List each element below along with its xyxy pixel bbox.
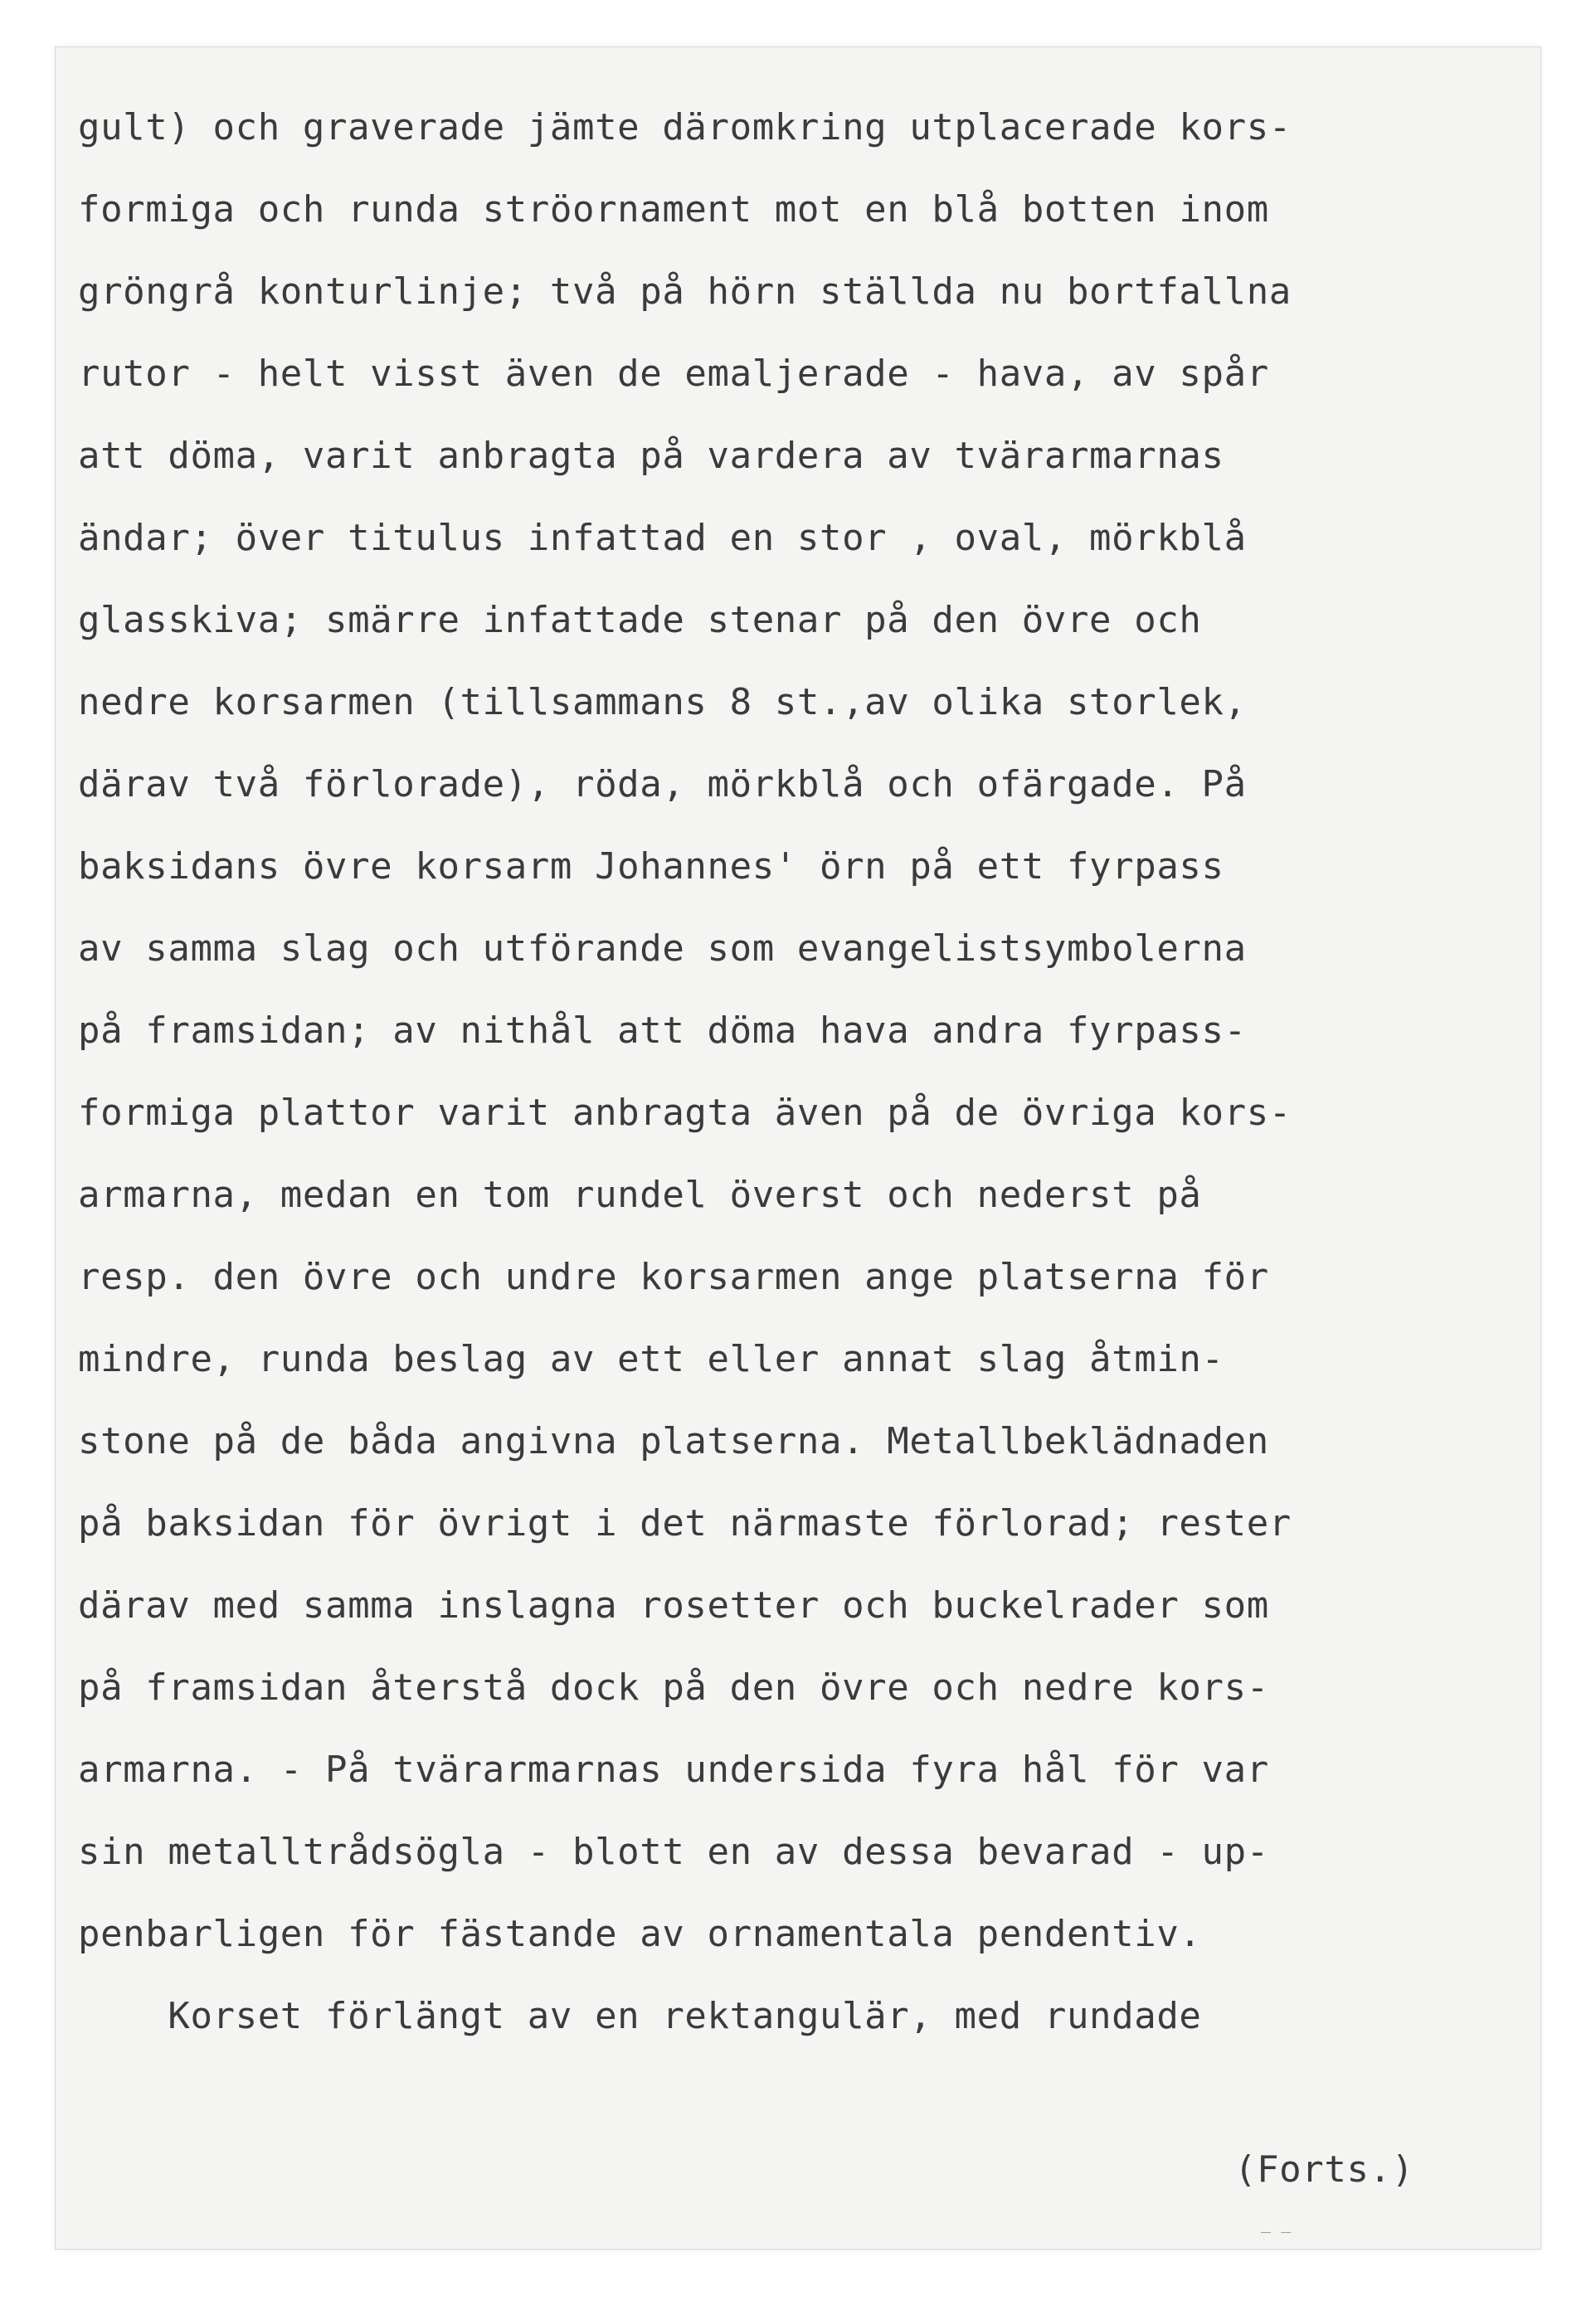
text-line: formiga och runda ströornament mot en blå botten inom [78, 188, 1269, 231]
text-line: sin metalltrådsögla - blott en av dessa bevarad - up- [78, 1831, 1269, 1873]
text-line: på framsidan; av nithål att döma hava andra fyrpass- [78, 1009, 1247, 1052]
text-line: därav med samma inslagna rosetter och buckelrader som [78, 1584, 1269, 1627]
text-line: armarna. - På tvärarmarnas undersida fyra hål för var [78, 1749, 1269, 1791]
text-line: penbarligen för fästande av ornamentala pendentiv. [78, 1913, 1202, 1955]
text-line: stone på de båda angivna platserna. Metallbeklädnaden [78, 1420, 1269, 1462]
text-line: gult) och graverade jämte däromkring utplacerade kors- [78, 106, 1292, 148]
text-line: resp. den övre och undre korsarmen ange platserna för [78, 1256, 1269, 1298]
text-line: glasskiva; smärre infattade stenar på den övre och [78, 599, 1202, 641]
text-line: av samma slag och utförande som evangelistsymbolerna [78, 927, 1247, 970]
text-line: armarna, medan en tom rundel överst och nederst på [78, 1174, 1202, 1216]
continuation-note: (Forts.) [1234, 2148, 1414, 2191]
text-line: att döma, varit anbragta på vardera av tvärarmarnas [78, 435, 1224, 477]
typed-text-body [78, 106, 1488, 2080]
text-line: nedre korsarmen (tillsammans 8 st.,av olika storlek, [78, 681, 1247, 723]
text-line: därav två förlorade), röda, mörkblå och ofärgade. På [78, 763, 1247, 805]
text-line: ändar; över titulus infattad en stor , oval, mörkblå [78, 517, 1247, 559]
text-line: formiga plattor varit anbragta även på de övriga kors- [78, 1092, 1292, 1134]
text-line: mindre, runda beslag av ett eller annat slag åtmin- [78, 1338, 1224, 1380]
text-line: baksidans övre korsarm Johannes' örn på ett fyrpass [78, 845, 1224, 888]
text-line: rutor - helt visst även de emaljerade - hava, av spår [78, 353, 1269, 395]
text-line: Korset förlängt av en rektangulär, med rundade [78, 1995, 1202, 2037]
text-line: på framsidan återstå dock på den övre och nedre kors- [78, 1666, 1269, 1709]
page-edge-mark: _ _ [1261, 2213, 1292, 2233]
text-line: gröngrå konturlinje; två på hörn ställda nu bortfallna [78, 270, 1292, 313]
text-line: på baksidan för övrigt i det närmaste förlorad; rester [78, 1502, 1292, 1545]
